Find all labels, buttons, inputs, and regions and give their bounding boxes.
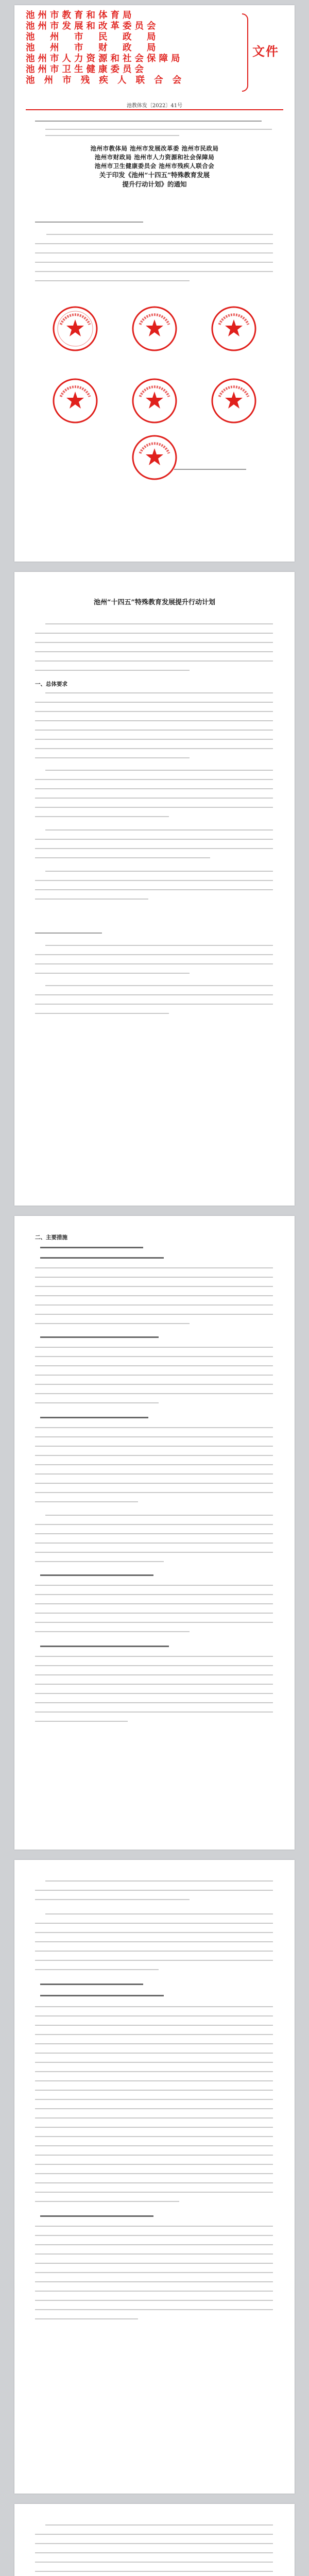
text-line	[35, 1561, 164, 1562]
text-line	[35, 1656, 273, 1657]
text-line	[35, 954, 273, 955]
doc-kind-label: 文件	[252, 44, 279, 59]
text-line	[35, 711, 273, 712]
text-line	[35, 788, 273, 789]
text-line	[35, 857, 210, 858]
text-line	[35, 262, 273, 263]
text-line	[45, 770, 273, 771]
text-line	[35, 720, 273, 721]
text-line	[35, 1951, 273, 1952]
text-line	[35, 651, 273, 652]
text-line	[35, 1483, 273, 1484]
text-line	[35, 1356, 273, 1357]
text-line	[35, 2053, 273, 2054]
text-line	[35, 2543, 273, 2544]
text-line	[35, 1923, 273, 1924]
text-line	[35, 1594, 273, 1595]
text-line	[45, 985, 273, 986]
text-line	[35, 816, 169, 817]
heading-line	[40, 1257, 164, 1259]
text-line	[35, 1684, 273, 1685]
text-line	[35, 1402, 159, 1403]
text-line	[35, 1286, 273, 1287]
official-seal	[130, 376, 179, 426]
issuer-name: 池州市发展和改革委员会	[26, 21, 159, 31]
text-line	[45, 1913, 273, 1914]
notice-issuer-line: 池州市教体局 池州市发展改革委 池州市民政局	[90, 145, 219, 152]
text-line	[45, 135, 179, 136]
red-header	[26, 10, 283, 98]
text-line	[35, 222, 143, 223]
text-line	[35, 660, 273, 662]
text-line	[35, 1384, 273, 1385]
text-line	[35, 2300, 273, 2301]
text-line	[35, 1622, 273, 1623]
text-line	[45, 2524, 273, 2526]
text-line	[35, 2173, 273, 2174]
text-line	[45, 692, 273, 693]
text-line	[35, 121, 262, 122]
notice-issuer-line: 池州市卫生健康委员会 池州市残疾人联合会	[94, 162, 215, 170]
text-line	[45, 129, 272, 130]
text-line	[35, 1524, 273, 1525]
text-line	[35, 748, 273, 749]
text-line	[35, 2090, 273, 2091]
official-seal	[130, 304, 179, 353]
text-line	[35, 2136, 273, 2137]
text-line	[35, 2534, 273, 2535]
text-line	[35, 1473, 273, 1475]
text-line	[35, 1899, 190, 1900]
text-line	[35, 1492, 273, 1493]
text-line	[35, 807, 273, 808]
text-line	[35, 670, 190, 671]
text-line	[35, 1969, 159, 1970]
text-line	[35, 2155, 273, 2156]
text-line	[35, 757, 190, 758]
issuer-name: 池 州 市 财 政 局	[26, 43, 159, 53]
text-line	[35, 1552, 273, 1553]
text-line	[35, 1304, 273, 1306]
notice-issuer-line: 池州市财政局 池州市人力资源和社会保障局	[94, 154, 215, 161]
text-line	[35, 2182, 273, 2183]
text-line	[35, 889, 273, 890]
text-line	[35, 642, 273, 643]
text-line	[35, 1347, 273, 1348]
document-page-1	[14, 5, 295, 562]
text-line	[45, 623, 273, 624]
text-line	[35, 2006, 273, 2007]
text-line	[35, 2099, 273, 2100]
text-line	[35, 2281, 273, 2282]
text-line	[35, 1890, 273, 1891]
text-line	[35, 994, 273, 995]
text-line	[45, 945, 273, 946]
text-line	[35, 2034, 273, 2035]
text-line	[35, 2127, 273, 2128]
text-line	[35, 2071, 273, 2072]
text-line	[35, 839, 273, 840]
issuer-name: 池 州 市 民 政 局	[26, 32, 159, 42]
text-line	[35, 1941, 273, 1942]
header-brace	[242, 13, 248, 92]
text-line	[35, 1665, 273, 1666]
text-line	[35, 1446, 273, 1447]
text-line	[35, 798, 273, 799]
text-line	[35, 1721, 128, 1722]
plan-title: 池州“十四五”特殊教育发展提升行动计划	[94, 599, 215, 606]
official-seal	[50, 304, 100, 353]
issuer-name: 池州市人力资源和社会保障局	[26, 54, 183, 64]
text-line	[35, 973, 190, 974]
text-line	[35, 1004, 273, 1005]
heading-line	[40, 1574, 153, 1576]
document-page-3	[14, 1216, 295, 1850]
text-line	[35, 2253, 273, 2255]
heading-line	[40, 2215, 153, 2217]
text-line	[35, 2145, 273, 2146]
notice-heading	[35, 144, 274, 189]
text-line	[35, 2562, 273, 2563]
text-line	[35, 2552, 273, 2553]
text-line	[35, 1323, 190, 1324]
text-line	[35, 963, 273, 964]
text-line	[35, 880, 273, 881]
text-line	[35, 1932, 273, 1933]
text-line	[35, 1693, 273, 1694]
text-line	[35, 2108, 273, 2109]
official-seal	[209, 376, 259, 426]
text-line	[35, 252, 273, 253]
text-line	[35, 1455, 273, 1456]
text-line	[35, 779, 273, 780]
issuer-list	[26, 10, 252, 86]
text-line	[35, 1674, 273, 1675]
section-heading: 二、主要措施	[35, 1234, 67, 1241]
text-line	[35, 1585, 273, 1586]
text-line	[35, 1711, 273, 1713]
section-heading: 一、总体要求	[35, 681, 67, 687]
text-line	[35, 2309, 273, 2310]
notice-title-line: 关于印发《池州“十四五”特殊教育发展	[99, 171, 210, 179]
text-line	[35, 2263, 273, 2264]
heading-line	[40, 1417, 148, 1418]
official-seal	[130, 433, 179, 482]
document-number: 池教体发〔2022〕41号	[126, 103, 183, 109]
text-line	[35, 2015, 273, 2016]
notice-title-line: 提升行动计划》的通知	[122, 180, 187, 188]
text-line	[35, 702, 273, 703]
official-seal	[209, 304, 259, 353]
document-page-2	[14, 572, 295, 1206]
text-line	[35, 2318, 138, 2319]
text-line	[35, 2062, 273, 2063]
text-line	[35, 1533, 273, 1534]
text-line	[35, 1375, 273, 1376]
text-line	[35, 730, 273, 731]
text-line	[35, 271, 273, 272]
text-line	[35, 2291, 273, 2292]
issuer-name: 池州市卫生健康委员会	[26, 64, 147, 75]
text-line	[35, 933, 102, 934]
heading-line	[40, 1995, 164, 1996]
text-line	[46, 234, 273, 235]
text-line	[35, 243, 273, 244]
text-line	[35, 899, 148, 900]
text-line	[35, 848, 273, 849]
text-line	[35, 2117, 273, 2119]
text-line	[35, 2164, 273, 2165]
text-line	[35, 280, 190, 281]
text-line	[35, 1277, 273, 1278]
text-line	[35, 1436, 273, 1437]
heading-line	[40, 1984, 143, 1985]
text-line	[35, 2201, 179, 2202]
issuer-name: 池 州 市 残 疾 人 联 合 会	[26, 75, 185, 86]
text-line	[35, 1295, 273, 1296]
text-line	[35, 2226, 273, 2227]
document-page-5	[14, 2504, 295, 2576]
date-line	[174, 469, 246, 470]
heading-line	[40, 1247, 143, 1248]
text-line	[35, 1365, 273, 1366]
issuer-name: 池州市教育和体育局	[26, 10, 135, 21]
text-line	[35, 1393, 273, 1394]
text-line	[35, 1631, 190, 1632]
text-line	[45, 829, 273, 831]
text-line	[45, 1515, 273, 1516]
document-page-4	[14, 1860, 295, 2494]
text-line	[45, 1880, 273, 1882]
red-divider	[26, 109, 283, 110]
text-line	[35, 2080, 273, 2081]
text-line	[35, 1702, 273, 1703]
text-line	[35, 1960, 273, 1961]
text-line	[35, 1464, 273, 1465]
text-line	[35, 2235, 273, 2236]
text-line	[35, 1427, 273, 1428]
text-line	[35, 1267, 273, 1268]
text-line	[35, 2244, 273, 2245]
text-line	[35, 2272, 273, 2273]
text-line	[35, 2025, 273, 2026]
text-line	[35, 1501, 138, 1502]
text-line	[35, 1613, 273, 1614]
text-line	[35, 2192, 273, 2193]
text-line	[35, 633, 273, 634]
text-line	[35, 1013, 169, 1014]
heading-line	[40, 1336, 159, 1338]
text-line	[45, 871, 273, 872]
text-line	[35, 2043, 273, 2044]
text-line	[35, 2571, 273, 2572]
text-line	[35, 1543, 273, 1544]
official-seal	[50, 376, 100, 426]
heading-line	[40, 1646, 169, 1647]
text-line	[35, 739, 273, 740]
text-line	[35, 1603, 273, 1604]
text-line	[35, 1314, 273, 1315]
